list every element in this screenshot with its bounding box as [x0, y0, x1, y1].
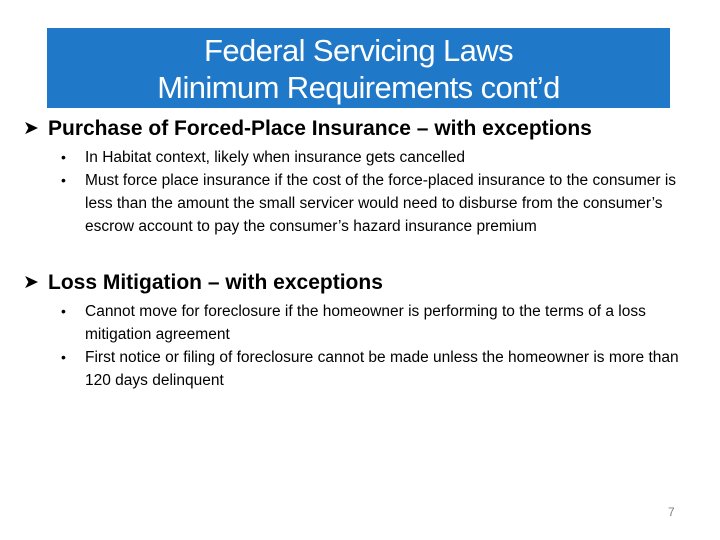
slide-title-line-2: Minimum Requirements cont’d	[157, 70, 560, 105]
slide-title-line-1: Federal Servicing Laws	[203, 33, 513, 68]
list-item	[61, 300, 691, 346]
dot-bullet-icon: •	[61, 303, 66, 319]
section-heading	[23, 270, 383, 296]
list-item	[61, 346, 691, 392]
bullet-text: Must force place insurance if the cost of the force-placed insurance to the consumer is less than the amount the small servicer would need to disburse from the consumer’s escrow account to pay the consumer’s hazard insurance premium	[85, 172, 677, 235]
bullet-text: In Habitat context, likely when insurance gets cancelled	[85, 149, 465, 166]
bullet-list-forced-place	[61, 146, 691, 238]
list-item	[61, 169, 691, 238]
section-forced-place-insurance	[23, 116, 592, 142]
section-loss-mitigation	[23, 270, 383, 296]
bullet-text: Cannot move for foreclosure if the homeowner is performing to the terms of a loss mitigation agreement	[85, 303, 646, 343]
bullet-text: First notice or filing of foreclosure cannot be made unless the homeowner is more than 120 days delinquent	[85, 349, 679, 389]
arrow-bullet-icon: ➤	[23, 118, 39, 139]
dot-bullet-icon: •	[61, 149, 66, 165]
section-heading	[23, 116, 592, 142]
section-heading-text: Purchase of Forced-Place Insurance – with exceptions	[48, 117, 592, 140]
dot-bullet-icon: •	[61, 172, 66, 188]
dot-bullet-icon: •	[61, 349, 66, 365]
section-heading-text: Loss Mitigation – with exceptions	[48, 271, 383, 294]
arrow-bullet-icon: ➤	[23, 272, 39, 293]
page-number: 7	[668, 505, 675, 519]
list-item	[61, 146, 691, 169]
bullet-list-loss-mitigation	[61, 300, 691, 392]
slide-title-banner	[47, 28, 670, 108]
